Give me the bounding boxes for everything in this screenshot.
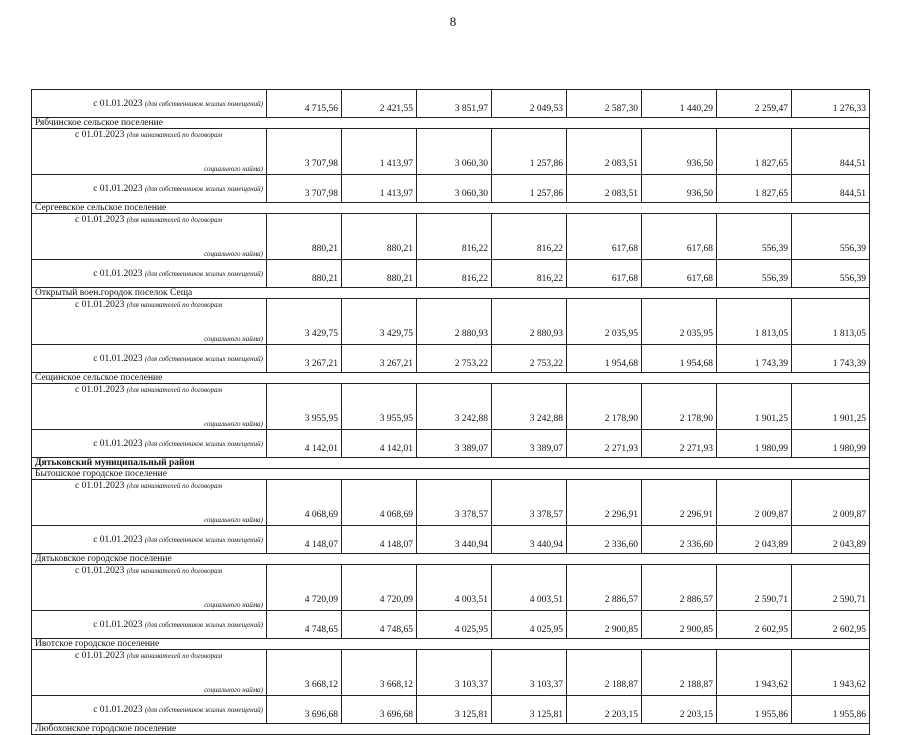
section-title: Рябчинское сельское поселение	[32, 118, 870, 129]
tariff-value-cell: 1 440,29	[642, 90, 717, 118]
tariff-value-cell: 4 715,56	[267, 90, 342, 118]
tariff-value-cell: 2 035,95	[567, 299, 642, 345]
tariff-value-cell: 2 336,60	[642, 526, 717, 554]
page-number: 8	[449, 14, 457, 29]
tariff-value-cell: 3 389,07	[492, 430, 567, 458]
row-note: (для собственников жилых помещений)	[144, 269, 263, 278]
tariff-value-cell: 1 257,86	[492, 129, 567, 175]
owner-tariff-row	[32, 175, 870, 203]
row-label	[32, 129, 267, 175]
row-note-line2: социального найма)	[204, 686, 263, 694]
tariff-value-cell: 1 901,25	[792, 384, 870, 430]
tariff-value-cell: 556,39	[792, 260, 870, 288]
tariff-value-cell: 2 602,95	[792, 611, 870, 639]
owner-tariff-row	[32, 430, 870, 458]
tariff-value-cell: 3 955,95	[342, 384, 417, 430]
tariff-value-cell: 1 955,86	[717, 696, 792, 724]
row-note: (для собственников жилых помещений)	[144, 354, 263, 363]
row-date: с 01.01.2023	[93, 353, 143, 364]
owner-tariff-row	[32, 611, 870, 639]
section-title: Бытошское городское поселение	[32, 469, 870, 480]
tariff-value-cell: 3 429,75	[267, 299, 342, 345]
tariff-value-cell: 2 188,87	[642, 650, 717, 696]
tariff-value-cell: 2 035,95	[642, 299, 717, 345]
tariff-value-cell: 880,21	[267, 260, 342, 288]
tariff-value-cell: 2 203,15	[567, 696, 642, 724]
tariff-value-cell: 4 748,65	[267, 611, 342, 639]
row-date: с 01.01.2023	[93, 704, 143, 715]
row-label	[32, 696, 267, 724]
tariff-value-cell: 816,22	[492, 214, 567, 260]
tariff-value-cell: 1 743,39	[717, 345, 792, 373]
tariff-value-cell: 1 813,05	[792, 299, 870, 345]
row-label	[32, 90, 267, 118]
tariff-value-cell: 3 103,37	[417, 650, 492, 696]
row-label	[32, 611, 267, 639]
row-note: (для собственников жилых помещений)	[144, 184, 263, 193]
tariff-value-cell: 3 242,88	[492, 384, 567, 430]
row-date: с 01.01.2023	[75, 130, 125, 140]
tariff-value-cell: 2 178,90	[642, 384, 717, 430]
section-header-row	[32, 554, 870, 565]
tariff-value-cell: 3 429,75	[342, 299, 417, 345]
section-title: Ивотское городское поселение	[32, 639, 870, 650]
row-note-line2: социального найма)	[204, 420, 263, 428]
tariff-value-cell: 1 813,05	[717, 299, 792, 345]
tariff-value-cell: 3 125,81	[492, 696, 567, 724]
tariff-value-cell: 1 743,39	[792, 345, 870, 373]
tariff-value-cell: 880,21	[342, 260, 417, 288]
tariff-value-cell: 880,21	[342, 214, 417, 260]
tariff-value-cell: 2 590,71	[717, 565, 792, 611]
tariff-value-cell: 556,39	[717, 260, 792, 288]
tariff-value-cell: 2 009,87	[792, 480, 870, 526]
row-date: с 01.01.2023	[93, 268, 143, 279]
tariff-value-cell: 2 421,55	[342, 90, 417, 118]
row-label	[32, 260, 267, 288]
section-title: Открытый воен.городок поселок Сеща	[32, 288, 870, 299]
row-date: с 01.01.2023	[75, 566, 125, 576]
tariff-value-cell: 2 590,71	[792, 565, 870, 611]
tariff-value-cell: 2 083,51	[567, 175, 642, 203]
tariff-value-cell: 2 886,57	[642, 565, 717, 611]
owner-tariff-row	[32, 526, 870, 554]
tariff-value-cell: 4 142,01	[267, 430, 342, 458]
row-date: с 01.01.2023	[93, 619, 143, 630]
row-label	[32, 345, 267, 373]
tariff-value-cell: 4 720,09	[342, 565, 417, 611]
section-header-row	[32, 469, 870, 480]
row-note: (для собственников жилых помещений)	[144, 535, 263, 544]
tenant-tariff-row	[32, 650, 870, 696]
tariff-value-cell: 556,39	[792, 214, 870, 260]
row-date: с 01.01.2023	[75, 481, 125, 491]
tariff-value-cell: 2 178,90	[567, 384, 642, 430]
tariff-value-cell: 4 720,09	[267, 565, 342, 611]
row-note-line2: социального найма)	[204, 250, 263, 258]
tariff-value-cell: 2 043,89	[717, 526, 792, 554]
row-note: (для нанимателей по договорам	[126, 301, 223, 309]
tariff-value-cell: 2 900,85	[642, 611, 717, 639]
tariff-value-cell: 2 886,57	[567, 565, 642, 611]
tariff-value-cell: 880,21	[267, 214, 342, 260]
section-header-row	[32, 373, 870, 384]
tenant-tariff-row	[32, 299, 870, 345]
tariff-table	[31, 89, 870, 735]
row-note: (для нанимателей по договорам	[126, 216, 223, 224]
tariff-value-cell: 3 060,30	[417, 129, 492, 175]
tariff-value-cell: 844,51	[792, 175, 870, 203]
row-note: (для нанимателей по договорам	[126, 567, 223, 575]
section-header-row	[32, 118, 870, 129]
owner-tariff-row	[32, 90, 870, 118]
tariff-value-cell: 1 954,68	[642, 345, 717, 373]
tariff-value-cell: 3 668,12	[267, 650, 342, 696]
row-label	[32, 565, 267, 611]
row-note: (для нанимателей по договорам	[126, 386, 223, 394]
tariff-value-cell: 816,22	[417, 260, 492, 288]
section-header-row	[32, 458, 870, 469]
section-header-row	[32, 724, 870, 735]
owner-tariff-row	[32, 345, 870, 373]
tariff-value-cell: 617,68	[642, 260, 717, 288]
tariff-value-cell: 1 827,65	[717, 175, 792, 203]
tariff-value-cell: 4 003,51	[492, 565, 567, 611]
tariff-value-cell: 4 068,69	[342, 480, 417, 526]
tariff-value-cell: 2 049,53	[492, 90, 567, 118]
tariff-value-cell: 3 267,21	[267, 345, 342, 373]
tariff-value-cell: 3 378,57	[492, 480, 567, 526]
tariff-value-cell: 3 696,68	[342, 696, 417, 724]
tariff-value-cell: 4 148,07	[267, 526, 342, 554]
tariff-value-cell: 3 707,98	[267, 175, 342, 203]
row-label	[32, 430, 267, 458]
tariff-value-cell: 2 009,87	[717, 480, 792, 526]
tariff-value-cell: 3 389,07	[417, 430, 492, 458]
tariff-value-cell: 3 378,57	[417, 480, 492, 526]
tariff-value-cell: 2 271,93	[567, 430, 642, 458]
row-date: с 01.01.2023	[75, 385, 125, 395]
tariff-value-cell: 4 142,01	[342, 430, 417, 458]
tariff-value-cell: 4 003,51	[417, 565, 492, 611]
tariff-value-cell: 816,22	[492, 260, 567, 288]
row-label	[32, 480, 267, 526]
tariff-value-cell: 2 753,22	[417, 345, 492, 373]
row-note: (для собственников жилых помещений)	[144, 439, 263, 448]
row-date: с 01.01.2023	[93, 98, 143, 109]
tariff-value-cell: 2 083,51	[567, 129, 642, 175]
row-note-line2: социального найма)	[204, 516, 263, 524]
section-header-row	[32, 288, 870, 299]
tariff-value-cell: 2 753,22	[492, 345, 567, 373]
row-note-line2: социального найма)	[204, 335, 263, 343]
section-header-row	[32, 639, 870, 650]
tariff-value-cell: 1 276,33	[792, 90, 870, 118]
tariff-value-cell: 1 257,86	[492, 175, 567, 203]
tariff-value-cell: 617,68	[567, 260, 642, 288]
tariff-value-cell: 2 587,30	[567, 90, 642, 118]
tariff-value-cell: 2 259,47	[717, 90, 792, 118]
tariff-value-cell: 3 696,68	[267, 696, 342, 724]
section-title: Дятьковское городское поселение	[32, 554, 870, 565]
tariff-value-cell: 2 880,93	[492, 299, 567, 345]
tariff-value-cell: 3 668,12	[342, 650, 417, 696]
tariff-value-cell: 3 125,81	[417, 696, 492, 724]
tariff-value-cell: 2 602,95	[717, 611, 792, 639]
row-date: с 01.01.2023	[93, 438, 143, 449]
tariff-value-cell: 1 943,62	[717, 650, 792, 696]
tariff-value-cell: 1 413,97	[342, 129, 417, 175]
section-header-row	[32, 203, 870, 214]
tenant-tariff-row	[32, 480, 870, 526]
tariff-value-cell: 3 440,94	[417, 526, 492, 554]
tariff-value-cell: 556,39	[717, 214, 792, 260]
row-note: (для нанимателей по договорам	[126, 652, 223, 660]
tariff-value-cell: 936,50	[642, 175, 717, 203]
row-note: (для собственников жилых помещений)	[144, 620, 263, 629]
row-label	[32, 175, 267, 203]
tariff-value-cell: 2 296,91	[567, 480, 642, 526]
tenant-tariff-row	[32, 129, 870, 175]
row-date: с 01.01.2023	[75, 215, 125, 225]
tariff-value-cell: 2 880,93	[417, 299, 492, 345]
row-label	[32, 299, 267, 345]
tariff-value-cell: 617,68	[567, 214, 642, 260]
tariff-value-cell: 3 851,97	[417, 90, 492, 118]
section-title: Дятьковский муниципальный район	[32, 458, 870, 469]
section-title: Сещинское сельское поселение	[32, 373, 870, 384]
tariff-value-cell: 1 955,86	[792, 696, 870, 724]
tariff-value-cell: 3 267,21	[342, 345, 417, 373]
row-note: (для нанимателей по договорам	[126, 131, 223, 139]
tariff-value-cell: 1 827,65	[717, 129, 792, 175]
tariff-value-cell: 3 707,98	[267, 129, 342, 175]
row-date: с 01.01.2023	[93, 183, 143, 194]
tariff-value-cell: 3 440,94	[492, 526, 567, 554]
owner-tariff-row	[32, 260, 870, 288]
tariff-value-cell: 2 336,60	[567, 526, 642, 554]
row-note: (для собственников жилых помещений)	[144, 705, 263, 714]
tariff-value-cell: 1 954,68	[567, 345, 642, 373]
tenant-tariff-row	[32, 565, 870, 611]
tariff-value-cell: 3 103,37	[492, 650, 567, 696]
section-title: Сергеевское сельское поселение	[32, 203, 870, 214]
tariff-value-cell: 816,22	[417, 214, 492, 260]
tariff-value-cell: 2 900,85	[567, 611, 642, 639]
tariff-value-cell: 936,50	[642, 129, 717, 175]
row-note-line2: социального найма)	[204, 165, 263, 173]
row-label	[32, 650, 267, 696]
row-note: (для нанимателей по договорам	[126, 482, 223, 490]
section-title: Любохонское городское поселение	[32, 724, 870, 735]
tariff-value-cell: 4 748,65	[342, 611, 417, 639]
tariff-value-cell: 1 980,99	[717, 430, 792, 458]
tariff-value-cell: 1 943,62	[792, 650, 870, 696]
tariff-value-cell: 2 203,15	[642, 696, 717, 724]
tariff-value-cell: 2 043,89	[792, 526, 870, 554]
tariff-value-cell: 2 188,87	[567, 650, 642, 696]
owner-tariff-row	[32, 696, 870, 724]
tariff-value-cell: 3 955,95	[267, 384, 342, 430]
row-date: с 01.01.2023	[75, 651, 125, 661]
row-label	[32, 526, 267, 554]
row-label	[32, 384, 267, 430]
tariff-value-cell: 2 296,91	[642, 480, 717, 526]
tariff-value-cell: 4 025,95	[417, 611, 492, 639]
tariff-value-cell: 4 025,95	[492, 611, 567, 639]
row-note-line2: социального найма)	[204, 601, 263, 609]
tariff-value-cell: 1 980,99	[792, 430, 870, 458]
row-date: с 01.01.2023	[93, 534, 143, 545]
tariff-value-cell: 844,51	[792, 129, 870, 175]
tariff-value-cell: 617,68	[642, 214, 717, 260]
tenant-tariff-row	[32, 384, 870, 430]
tariff-value-cell: 4 068,69	[267, 480, 342, 526]
tariff-value-cell: 3 060,30	[417, 175, 492, 203]
row-label	[32, 214, 267, 260]
row-date: с 01.01.2023	[75, 300, 125, 310]
tariff-value-cell: 1 901,25	[717, 384, 792, 430]
tenant-tariff-row	[32, 214, 870, 260]
tariff-value-cell: 2 271,93	[642, 430, 717, 458]
row-note: (для собственников жилых помещений)	[144, 99, 263, 108]
tariff-value-cell: 3 242,88	[417, 384, 492, 430]
tariff-value-cell: 4 148,07	[342, 526, 417, 554]
tariff-value-cell: 1 413,97	[342, 175, 417, 203]
